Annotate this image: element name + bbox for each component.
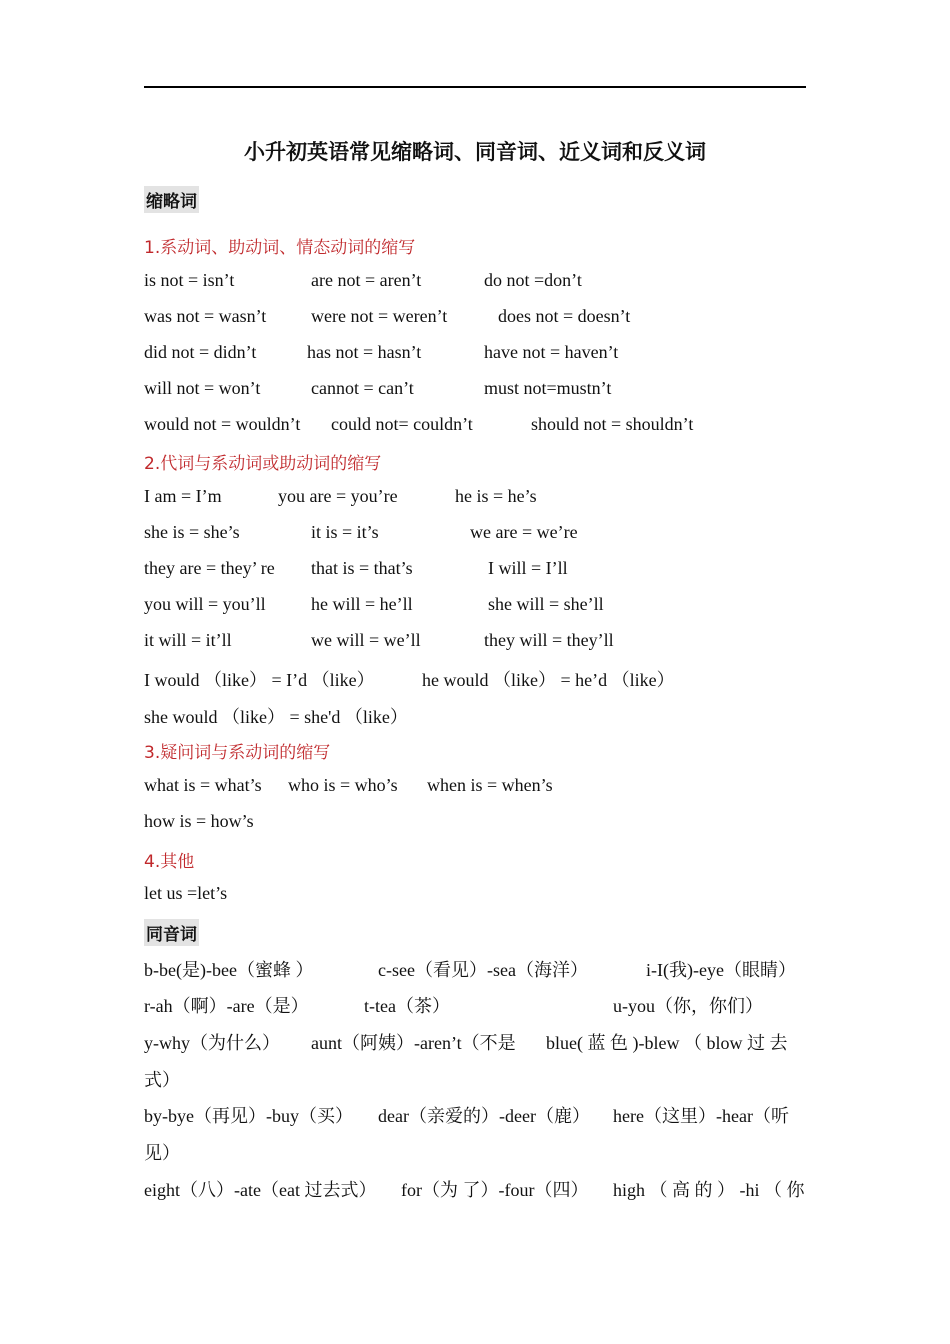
contraction-item: I will = I’ll [488, 558, 568, 578]
contraction-item: would not = wouldn’t [144, 414, 301, 434]
contraction-item: I would （like） = I’d （like） [144, 670, 375, 690]
contraction-item: when is = when’s [427, 775, 553, 795]
contraction-row [0, 775, 950, 799]
contraction-item: how is = how’s [144, 811, 254, 831]
contraction-item: does not = doesn’t [498, 306, 631, 326]
homophone-item: b-be(是)-bee（蜜蜂 ） [144, 960, 314, 980]
contraction-item: you are = you’re [278, 486, 398, 506]
homophone-row [0, 1029, 950, 1053]
heading-verb-contractions: 1.系动词、助动词、情态动词的缩写 [144, 238, 416, 258]
contraction-item: he is = he’s [455, 486, 537, 506]
heading-pronoun-contractions: 2.代词与系动词或助动词的缩写 [144, 454, 382, 474]
contraction-item: will not = won’t [144, 378, 261, 398]
contraction-row [0, 486, 950, 510]
homophone-item: 式） [144, 1070, 180, 1090]
contraction-item: you will = you’ll [144, 594, 266, 614]
contraction-item: was not = wasn’t [144, 306, 267, 326]
homophone-item: eight（八）-ate（eat 过去式） [144, 1180, 377, 1200]
section-label-homophones: 同音词 [144, 919, 199, 946]
contraction-item: we will = we’ll [311, 630, 421, 650]
heading-question-contractions: 3.疑问词与系动词的缩写 [144, 743, 331, 763]
contraction-item: were not = weren’t [311, 306, 448, 326]
homophone-row-continued [0, 1066, 950, 1090]
contraction-row [0, 342, 950, 366]
homophone-item: aunt（阿姨）-aren’t（不是 [311, 1033, 516, 1053]
contraction-item: she would （like） = she'd （like） [144, 707, 408, 727]
contraction-row [0, 270, 950, 294]
contraction-row [0, 378, 950, 402]
homophone-item: c-see（看见）-sea（海洋） [378, 960, 588, 980]
contraction-row [0, 522, 950, 546]
contraction-row [0, 594, 950, 618]
contraction-item: could not= couldn’t [331, 414, 473, 434]
contraction-item: are not = aren’t [311, 270, 422, 290]
contraction-item: it will = it’ll [144, 630, 232, 650]
homophone-item: here（这里）-hear（听 [613, 1106, 789, 1126]
contraction-row [0, 883, 950, 907]
homophone-row [0, 1176, 950, 1200]
homophone-item: y-why（为什么） [144, 1033, 280, 1053]
contraction-item: he will = he’ll [311, 594, 413, 614]
contraction-item: should not = shouldn’t [531, 414, 694, 434]
section-label-abbreviations: 缩略词 [144, 186, 199, 213]
contraction-row [0, 414, 950, 438]
contraction-row [0, 630, 950, 654]
contraction-item: I am = I’m [144, 486, 222, 506]
homophone-item: dear（亲爱的）-deer（鹿） [378, 1106, 590, 1126]
contraction-item: must not=mustn’t [484, 378, 612, 398]
homophone-item: for（为 了）-four（四） [401, 1180, 589, 1200]
contraction-row [0, 811, 950, 835]
contraction-item: have not = haven’t [484, 342, 619, 362]
contraction-item: that is = that’s [311, 558, 413, 578]
homophone-item: u-you（你，你们） [613, 996, 763, 1016]
contraction-item: what is = what’s [144, 775, 262, 795]
contraction-item: they will = they’ll [484, 630, 614, 650]
contraction-item: do not =don’t [484, 270, 582, 290]
contraction-item: cannot = can’t [311, 378, 414, 398]
header-rule [144, 86, 806, 88]
contraction-row [0, 558, 950, 582]
page-title: 小升初英语常见缩略词、同音词、近义词和反义词 [244, 140, 706, 164]
contraction-item: did not = didn’t [144, 342, 257, 362]
contraction-row [0, 306, 950, 330]
homophone-row [0, 956, 950, 980]
contraction-item: who is = who’s [288, 775, 398, 795]
homophone-item: high （ 高 的 ） -hi （ 你 [613, 1180, 805, 1200]
contraction-row [0, 666, 950, 690]
contraction-item: he would （like） = he’d （like） [422, 670, 675, 690]
contraction-item: it is = it’s [311, 522, 379, 542]
contraction-item: has not = hasn’t [307, 342, 422, 362]
contraction-row [0, 703, 950, 727]
homophone-item: blue( 蓝 色 )-blew （ blow 过 去 [546, 1033, 788, 1053]
contraction-item: she will = she’ll [488, 594, 604, 614]
homophone-item: by-bye（再见）-buy（买） [144, 1106, 353, 1126]
homophone-row [0, 1102, 950, 1126]
heading-other: 4.其他 [144, 852, 195, 872]
homophone-row-continued [0, 1139, 950, 1163]
contraction-item: she is = she’s [144, 522, 240, 542]
contraction-item: they are = they’ re [144, 558, 275, 578]
homophone-item: i-I(我)-eye（眼睛） [646, 960, 796, 980]
homophone-row [0, 992, 950, 1016]
contraction-item: we are = we’re [470, 522, 578, 542]
contraction-item: is not = isn’t [144, 270, 235, 290]
homophone-item: 见） [144, 1143, 180, 1163]
contraction-item: let us =let’s [144, 883, 228, 903]
homophone-item: r-ah（啊）-are（是） [144, 996, 309, 1016]
homophone-item: t-tea（茶） [364, 996, 450, 1016]
